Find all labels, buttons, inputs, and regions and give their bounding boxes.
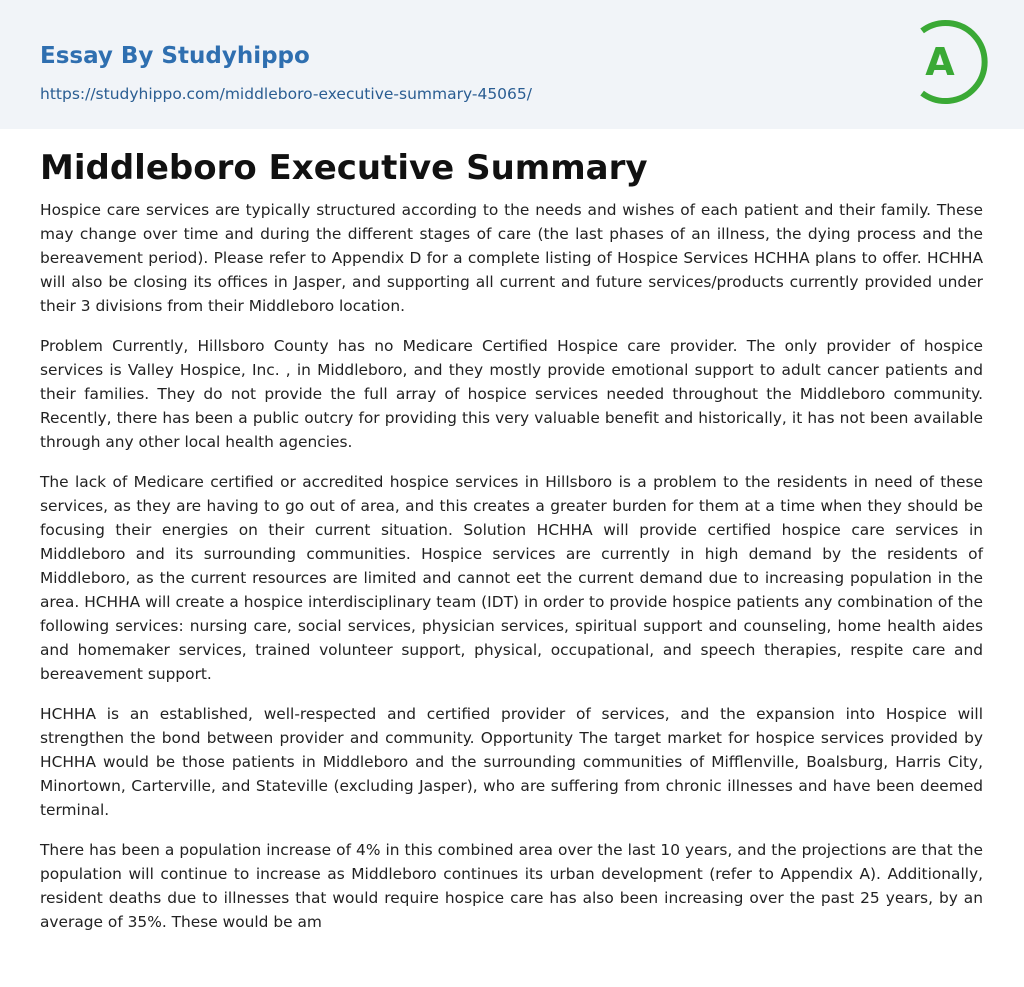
essay-paragraph: Problem Currently, Hillsboro County has no Medicare Certified Hospice care provider. The only provider of hospice services is Valley Hospice, Inc. , in Middleboro, and they mostly provide emotional support to adult cancer patients and their families. They do not provide the full array of hospice services needed throughout the Middleboro community. Recently, there has been a public outcry for providing this very valuable benefit and historically, it has not been available through any other local health agencies.: [40, 337, 983, 451]
site-title: Essay By Studyhippo: [40, 43, 310, 69]
essay-content: [40, 145, 983, 950]
source-url-link[interactable]: https://studyhippo.com/middleboro-executive-summary-45065/: [40, 85, 532, 103]
essay-paragraph: HCHHA is an established, well-respected and certified provider of services, and the expansion into Hospice will strengthen the bond between provider and community. Opportunity The target market for hospice services provided by HCHHA would be those patients in Middleboro and the surrounding communities of Mifflenville, Boalsburg, Harris City, Minortown, Carterville, and Stateville (excluding Jasper), who are suffering from chronic illnesses and have been deemed terminal.: [40, 705, 983, 819]
essay-paragraph: The lack of Medicare certified or accredited hospice services in Hillsboro is a problem to the residents in need of these services, as they are having to go out of area, and this creates a greater burden for them at a time when they should be focusing their energies on their current situation. Solution HCHHA will provide certified hospice care services in Middleboro and its surrounding communities. Hospice services are currently in high demand by the residents of Middleboro, as the current resources are limited and cannot eet the current demand due to increasing population in the area. HCHHA will create a hospice interdisciplinary team (IDT) in order to provide hospice patients any combination of the following services: nursing care, social services, physician services, spiritual support and counseling, home health aides and homemaker services, trained volunteer support, physical, occupational, and speech therapies, respite care and bereavement support.: [40, 473, 983, 683]
site-header: [0, 0, 1024, 129]
studyhippo-logo-icon[interactable]: [908, 17, 990, 107]
page-title: Middleboro Executive Summary: [40, 148, 648, 188]
logo-letter: A: [925, 40, 955, 84]
essay-paragraph: Hospice care services are typically structured according to the needs and wishes of each patient and their family. These may change over time and during the different stages of care (the last phases of an illness, the dying process and the bereavement period). Please refer to Appendix D for a complete listing of Hospice Services HCHHA plans to offer. HCHHA will also be closing its offices in Jasper, and supporting all current and future services/products currently provided under their 3 divisions from their Middleboro location.: [40, 201, 983, 315]
essay-paragraph: There has been a population increase of 4% in this combined area over the last 10 years, and the projections are that the population will continue to increase as Middleboro continues its urban development (refer to Appendix A). Additionally, resident deaths due to illnesses that would require hospice care has also been increasing over the past 25 years, by an average of 35%. These would be am: [40, 841, 983, 931]
